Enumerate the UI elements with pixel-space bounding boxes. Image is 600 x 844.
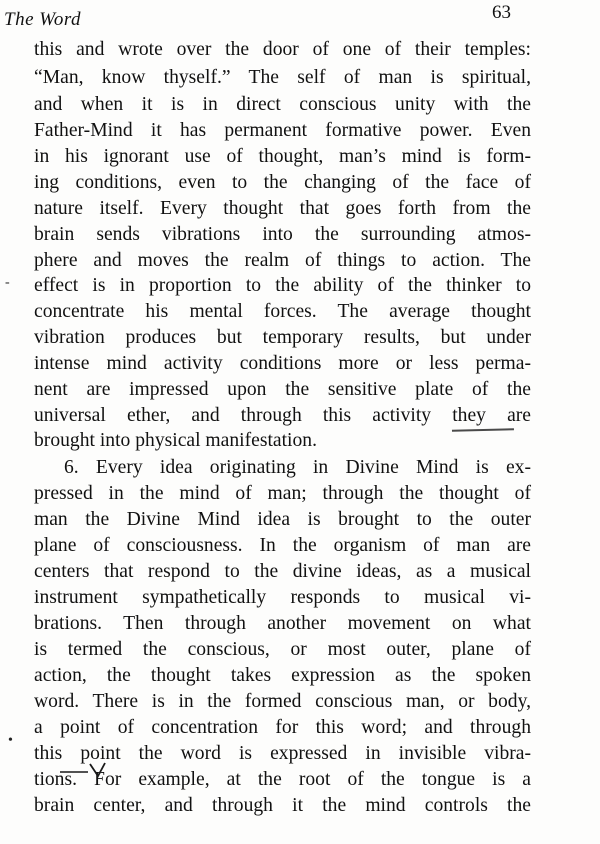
text-line: plane of consciousness. In the organism of man are xyxy=(34,535,531,556)
text-line: intense mind activity conditions more or less perma- xyxy=(34,353,531,374)
text-line: nent are impressed upon the sensitive plate of the xyxy=(34,379,531,400)
text-line: is termed the conscious, or most outer, plane of xyxy=(34,639,531,660)
text-line: effect is in proportion to the ability of the thinker to xyxy=(34,275,531,296)
text-line: brain center, and through it the mind controls the xyxy=(34,795,531,816)
text-line: pressed in the mind of man; through the thought of xyxy=(34,483,531,504)
text-line: phere and moves the realm of things to action. The xyxy=(34,250,531,271)
text-line: ing conditions, even to the changing of the face of xyxy=(34,172,531,193)
text-line: instrument sympathetically responds to musical vi- xyxy=(34,587,531,608)
margin-mark: - xyxy=(5,275,10,290)
text-line: Father-Mind it has permanent formative power. Even xyxy=(34,120,531,141)
text-line: brought into physical manifestation. xyxy=(34,430,317,451)
text-line: vibration produces but temporary results, but under xyxy=(34,327,531,348)
text-line: concentrate his mental forces. The average thought xyxy=(34,301,531,322)
text-line: this point the word is expressed in invisible vibra- xyxy=(34,743,531,764)
text-line: brations. Then through another movement on what xyxy=(34,613,531,634)
text-line: tions. For example, at the root of the tongue is a xyxy=(34,769,531,790)
running-head: The Word xyxy=(4,9,82,30)
text-line: centers that respond to the divine ideas, as a musical xyxy=(34,561,531,582)
text-line: brain sends vibrations into the surrounding atmos- xyxy=(34,224,531,245)
margin-mark: • xyxy=(8,733,13,748)
text-line: universal ether, and through this activity they are xyxy=(34,405,531,426)
text-line: this and wrote over the door of one of their temples: xyxy=(34,39,531,60)
text-line: and when it is in direct conscious unity with the xyxy=(34,94,531,115)
text-line: action, the thought takes expression as the spoken xyxy=(34,665,531,686)
page-number: 63 xyxy=(492,2,511,23)
text-line: nature itself. Every thought that goes forth from the xyxy=(34,198,531,219)
text-line: “Man, know thyself.” The self of man is spiritual, xyxy=(34,67,531,88)
paragraph-first-line: 6. Every idea originating in Divine Mind is ex- xyxy=(64,457,531,478)
text-line: a point of concentration for this word; and through xyxy=(34,717,531,738)
text-line: word. There is in the formed conscious man, or body, xyxy=(34,691,531,712)
text-line: in his ignorant use of thought, man’s mind is form- xyxy=(34,146,531,167)
text-line: man the Divine Mind idea is brought to the outer xyxy=(34,509,531,530)
